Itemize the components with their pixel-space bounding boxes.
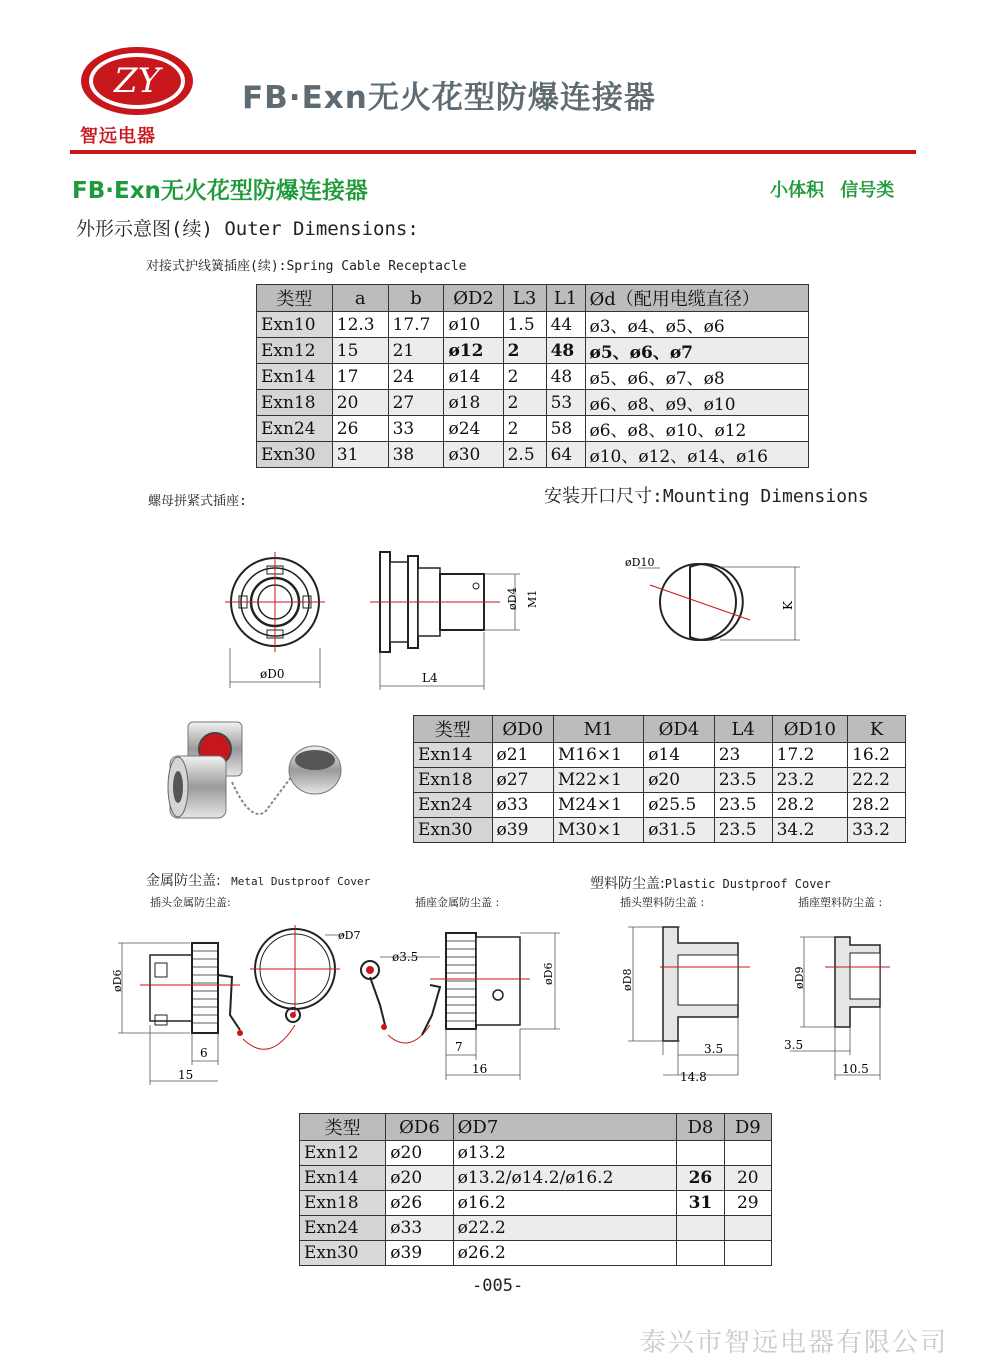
t1-cell: 1.5 xyxy=(503,312,546,338)
t2-cell: Exn14 xyxy=(414,743,493,768)
table-row xyxy=(300,1216,772,1241)
t1-cell: 64 xyxy=(546,442,585,468)
t1-header-a: a xyxy=(332,285,388,312)
t1-cell: ø14 xyxy=(444,364,503,390)
plug-metal-cover-label: 插头金属防尘盖: xyxy=(150,896,231,909)
t2-cell: M30×1 xyxy=(553,818,643,843)
t1-cell: 20 xyxy=(332,390,388,416)
t1-cell: 38 xyxy=(388,442,444,468)
t3-cell: ø16.2 xyxy=(453,1191,677,1216)
t2-cell: M16×1 xyxy=(553,743,643,768)
t2-cell: M22×1 xyxy=(553,768,643,793)
t2-header-d4: ØD4 xyxy=(644,716,715,743)
t3-cell: Exn30 xyxy=(300,1241,386,1266)
section-tag: 小体积 信号类 xyxy=(770,180,895,201)
d9-label: øD9 xyxy=(793,966,806,989)
t2-cell: 16.2 xyxy=(848,743,906,768)
logo-mark: ZY xyxy=(113,61,161,101)
table-row xyxy=(300,1241,772,1266)
t2-cell: 28.2 xyxy=(848,793,906,818)
t1-cell: 27 xyxy=(388,390,444,416)
t3-cell: ø26 xyxy=(386,1191,453,1216)
t3-cell: ø33 xyxy=(386,1216,453,1241)
mounting-dimensions-label: 安装开口尺寸:Mounting Dimensions xyxy=(544,486,869,507)
t2-header-d10: ØD10 xyxy=(772,716,847,743)
t3-cell xyxy=(677,1241,724,1266)
d6-label-left: øD6 xyxy=(111,969,124,992)
d8-label: øD8 xyxy=(621,968,634,991)
table-row xyxy=(300,1166,772,1191)
t1-cell: Exn18 xyxy=(257,390,333,416)
d4-label: øD4 xyxy=(506,587,519,610)
table-row xyxy=(257,416,809,442)
header-divider xyxy=(70,150,916,154)
t1-cell: 2 xyxy=(503,364,546,390)
t3-cell: 31 xyxy=(677,1191,724,1216)
t1-header-cable: Ød（配用电缆直径） xyxy=(585,285,809,312)
d0-label: øD0 xyxy=(260,667,285,681)
t1-cell: ø5、ø6、ø7、ø8 xyxy=(585,364,809,390)
table-row xyxy=(414,768,906,793)
t3-cell: Exn14 xyxy=(300,1166,386,1191)
t2-cell: 33.2 xyxy=(848,818,906,843)
t2-cell: 22.2 xyxy=(848,768,906,793)
t1-cell: Exn14 xyxy=(257,364,333,390)
dust-cover-drawing xyxy=(100,915,920,1090)
table-row xyxy=(300,1191,772,1216)
company-logo xyxy=(78,44,196,118)
company-watermark: 泰兴市智远电器有限公司 xyxy=(640,1328,949,1358)
t1-cell: 17.7 xyxy=(388,312,444,338)
t2-cell: 34.2 xyxy=(772,818,847,843)
t1-header-l3: L3 xyxy=(503,285,546,312)
socket-metal-cover-label: 插座金属防尘盖 : xyxy=(415,896,500,909)
t1-cell: ø5、ø6、ø7 xyxy=(585,338,809,364)
d10-label: øD10 xyxy=(625,556,655,569)
t1-cell: ø24 xyxy=(444,416,503,442)
t1-cell: 21 xyxy=(388,338,444,364)
dim-3-5-plug: 3.5 xyxy=(704,1042,724,1056)
dim-15: 15 xyxy=(178,1068,194,1082)
table-row xyxy=(257,442,809,468)
t3-cell xyxy=(724,1141,771,1166)
table-row xyxy=(257,338,809,364)
k-label: K xyxy=(781,601,795,610)
t1-cell: Exn24 xyxy=(257,416,333,442)
dim-7: 7 xyxy=(455,1040,463,1054)
t2-cell: 23.5 xyxy=(714,818,772,843)
t1-header-d2: ØD2 xyxy=(444,285,503,312)
t1-cell: ø10、ø12、ø14、ø16 xyxy=(585,442,809,468)
t1-cell: ø6、ø8、ø9、ø10 xyxy=(585,390,809,416)
t1-cell: 48 xyxy=(546,364,585,390)
t3-cell: ø20 xyxy=(386,1166,453,1191)
t2-cell: 17.2 xyxy=(772,743,847,768)
t1-cell: 53 xyxy=(546,390,585,416)
t1-cell: ø10 xyxy=(444,312,503,338)
t3-cell: 29 xyxy=(724,1191,771,1216)
t1-cell: 24 xyxy=(388,364,444,390)
metal-cover-label-cn: 金属防尘盖: xyxy=(146,873,221,889)
t3-header-type: 类型 xyxy=(300,1114,386,1141)
plug-plastic-cover-label: 插头塑料防尘盖 : xyxy=(620,896,705,909)
t3-cell xyxy=(677,1141,724,1166)
t3-cell xyxy=(724,1216,771,1241)
t1-cell: Exn30 xyxy=(257,442,333,468)
t2-cell: ø39 xyxy=(492,818,553,843)
section-title: FB·Exn无火花型防爆连接器 xyxy=(72,178,368,204)
t1-cell: 2.5 xyxy=(503,442,546,468)
dim-16: 16 xyxy=(472,1062,488,1076)
m1-label: M1 xyxy=(526,589,539,608)
table-row xyxy=(257,312,809,338)
t2-cell: Exn18 xyxy=(414,768,493,793)
t1-cell: 15 xyxy=(332,338,388,364)
table-row xyxy=(414,743,906,768)
t2-cell: ø14 xyxy=(644,743,715,768)
t1-cell: 2 xyxy=(503,338,546,364)
t1-cell: ø12 xyxy=(444,338,503,364)
dim-10-5: 10.5 xyxy=(842,1062,869,1076)
t3-cell: ø20 xyxy=(386,1141,453,1166)
l4-label: L4 xyxy=(422,671,438,685)
t1-cell: 44 xyxy=(546,312,585,338)
socket-plastic-cover-label: 插座塑料防尘盖 : xyxy=(798,896,883,909)
t3-cell: Exn18 xyxy=(300,1191,386,1216)
page-number: -005- xyxy=(472,1276,524,1296)
t1-cell: 26 xyxy=(332,416,388,442)
t3-cell xyxy=(677,1216,724,1241)
t2-cell: 23 xyxy=(714,743,772,768)
t1-cell: Exn10 xyxy=(257,312,333,338)
t1-cell: 2 xyxy=(503,416,546,442)
table-row xyxy=(300,1141,772,1166)
t1-cell: ø3、ø4、ø5、ø6 xyxy=(585,312,809,338)
t3-cell: ø22.2 xyxy=(453,1216,677,1241)
t1-cell: 31 xyxy=(332,442,388,468)
plastic-cover-label-cn: 塑料防尘盖: xyxy=(590,876,665,892)
t2-header-d0: ØD0 xyxy=(492,716,553,743)
t3-cell: ø13.2/ø14.2/ø16.2 xyxy=(453,1166,677,1191)
t1-header-type: 类型 xyxy=(257,285,333,312)
table-row xyxy=(414,793,906,818)
t2-header-m1: M1 xyxy=(553,716,643,743)
table-row xyxy=(414,818,906,843)
t2-header-type: 类型 xyxy=(414,716,493,743)
t2-cell: ø25.5 xyxy=(644,793,715,818)
t2-cell: ø27 xyxy=(492,768,553,793)
receptacle-drawing xyxy=(220,540,820,700)
t2-cell: 23.2 xyxy=(772,768,847,793)
t1-cell: 33 xyxy=(388,416,444,442)
dust-cover-table xyxy=(299,1113,772,1266)
t1-cell: Exn12 xyxy=(257,338,333,364)
outer-dimensions-heading: 外形示意图(续) Outer Dimensions: xyxy=(76,218,419,240)
t1-header-l1: L1 xyxy=(546,285,585,312)
t1-cell: 17 xyxy=(332,364,388,390)
metal-cover-label-en: Metal Dustproof Cover xyxy=(231,875,371,888)
t3-header-d9: D9 xyxy=(724,1114,771,1141)
t3-cell: ø13.2 xyxy=(453,1141,677,1166)
dim-14-8: 14.8 xyxy=(680,1070,707,1084)
t2-header-k: K xyxy=(848,716,906,743)
t2-cell: 23.5 xyxy=(714,793,772,818)
d6-label-right: øD6 xyxy=(542,962,555,985)
t2-header-l4: L4 xyxy=(714,716,772,743)
t2-cell: 28.2 xyxy=(772,793,847,818)
plastic-cover-label xyxy=(590,873,831,893)
nut-receptacle-label: 螺母拼紧式插座: xyxy=(148,494,247,509)
t1-header-b: b xyxy=(388,285,444,312)
t1-cell: ø18 xyxy=(444,390,503,416)
t1-cell: ø6、ø8、ø10、ø12 xyxy=(585,416,809,442)
t3-header-d6: ØD6 xyxy=(386,1114,453,1141)
t1-cell: ø30 xyxy=(444,442,503,468)
t3-cell: ø26.2 xyxy=(453,1241,677,1266)
t2-cell: Exn24 xyxy=(414,793,493,818)
t3-cell: 26 xyxy=(677,1166,724,1191)
nut-receptacle-table xyxy=(413,715,906,843)
t1-cell: 12.3 xyxy=(332,312,388,338)
t3-header-d7: ØD7 xyxy=(453,1114,677,1141)
logo-text: 智远电器 xyxy=(80,126,156,147)
d35-label: ø3.5 xyxy=(392,950,419,964)
t3-header-d8: D8 xyxy=(677,1114,724,1141)
connector-photo xyxy=(160,712,355,842)
t3-cell xyxy=(724,1241,771,1266)
t2-cell: ø33 xyxy=(492,793,553,818)
spring-receptacle-label: 对接式护线簧插座(续):Spring Cable Receptacle xyxy=(146,259,467,274)
page-title: FB·Exn无火花型防爆连接器 xyxy=(242,80,656,116)
t2-cell: Exn30 xyxy=(414,818,493,843)
t2-cell: ø20 xyxy=(644,768,715,793)
metal-cover-label xyxy=(146,870,370,890)
t3-cell: ø39 xyxy=(386,1241,453,1266)
table-row xyxy=(257,390,809,416)
plastic-cover-label-en: Plastic Dustproof Cover xyxy=(664,877,831,891)
t3-cell: Exn24 xyxy=(300,1216,386,1241)
t1-cell: 58 xyxy=(546,416,585,442)
dim-6: 6 xyxy=(200,1046,208,1060)
t2-cell: 23.5 xyxy=(714,768,772,793)
dim-3-5-socket: 3.5 xyxy=(784,1038,804,1052)
d7-label: øD7 xyxy=(338,929,361,942)
spring-receptacle-table xyxy=(256,284,809,468)
table-row xyxy=(257,364,809,390)
t2-cell: ø21 xyxy=(492,743,553,768)
t2-cell: ø31.5 xyxy=(644,818,715,843)
t1-cell: 48 xyxy=(546,338,585,364)
t1-cell: 2 xyxy=(503,390,546,416)
t2-cell: M24×1 xyxy=(553,793,643,818)
t3-cell: Exn12 xyxy=(300,1141,386,1166)
t3-cell: 20 xyxy=(724,1166,771,1191)
